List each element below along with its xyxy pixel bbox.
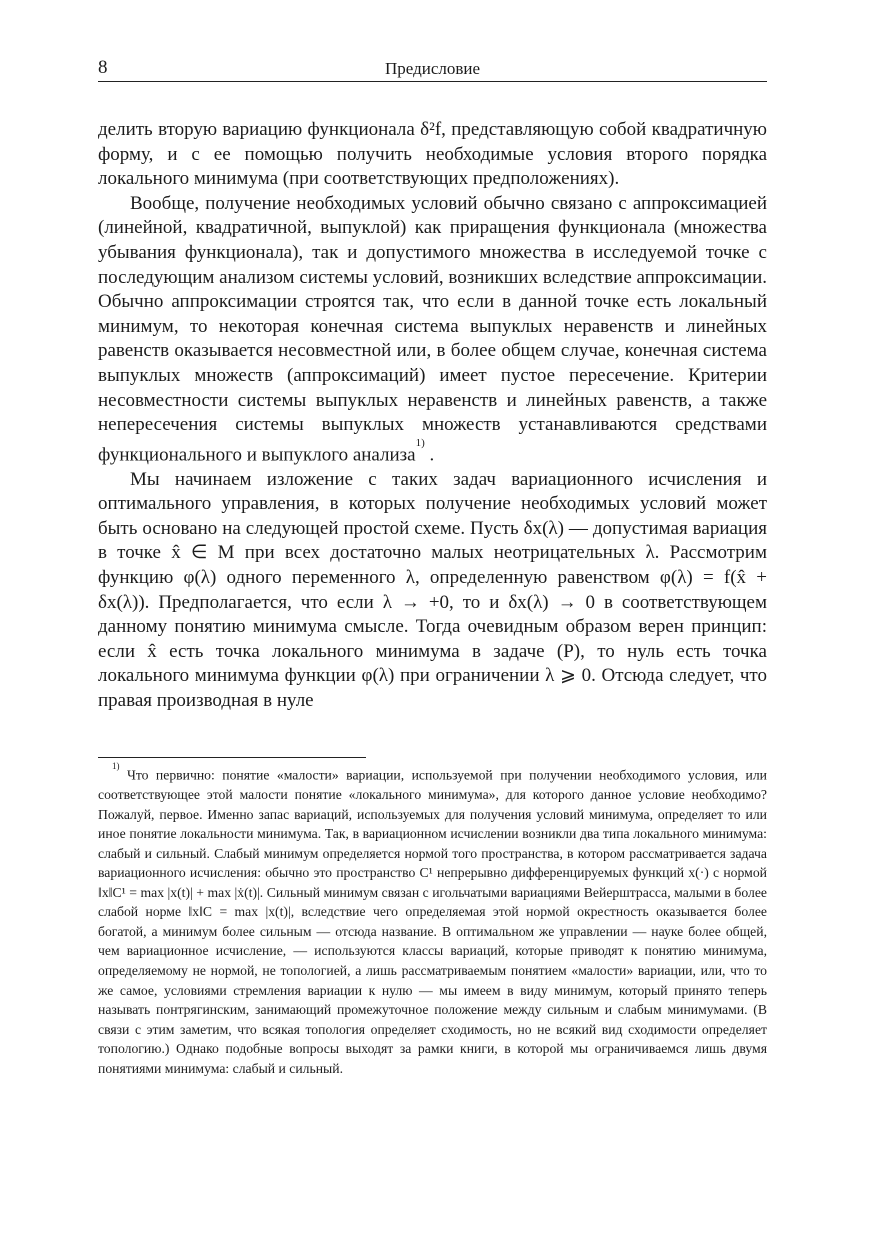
- page-number: 8: [98, 57, 108, 78]
- footnote: [98, 762, 767, 1078]
- paragraph-2: [98, 192, 767, 468]
- book-page: [98, 0, 767, 1240]
- paragraph-2-text: Вообще, получение необходимых условий обычно связано с аппроксимацией (линейной, квадратичной, выпуклой) как приращения функционала (множества убывания функционала), так и допустимого множества в исследуемой точке с последующим анализом системы условий, возникших вследствие аппроксимации. Обычно аппроксимации строятся так, что если в данной точке есть локальный минимум, то некоторая конечная система выпуклых неравенств и линейных равенств оказывается несовместной или, в более общем случае, конечная система выпуклых множеств (аппроксимаций) имеет пустое пересечение. Критерии несовместности системы выпуклых неравенств и линейных равенств, а также непересечения системы выпуклых множеств устанавливаются средствами функционального и выпуклого анализа: [98, 192, 767, 466]
- footnote-mark: 1): [112, 761, 120, 771]
- footnote-reference[interactable]: 1): [415, 436, 425, 449]
- page-header: [98, 57, 767, 82]
- paragraph-1: делить вторую вариацию функционала δ²f, представляющую собой квадратичную форму, и с ее помощью получить необходимые условия второго порядка локального минимума (при соответствующих предположениях).: [98, 119, 767, 190]
- paragraph-3: Мы начинаем изложение с таких задач вариационного исчисления и оптимального управления, в которых получение необходимых условий может быть основано на следующей простой схеме. Пусть δx(λ) — допустимая вариация в точке x̂ ∈ M при всех достаточно малых неотрицательных λ. Рассмотрим функцию φ(λ) одного переменного λ, определенную равенством φ(λ) = f(x̂ + δx(λ)). Предполагается, что если λ → +0, то и δx(λ) → 0 в соответствующем данному понятию минимума смысле. Тогда очевидным образом верен принцип: если x̂ есть точка локального минимума в задаче (P), то нуль есть точка локального минимума функции φ(λ) при ограничении λ ⩾ 0. Отсюда следует, что правая производная в нуле: [98, 468, 767, 711]
- running-title: Предисловие: [384, 59, 481, 78]
- main-text: [98, 118, 767, 714]
- footnote-text: Что первично: понятие «малости» вариации, используемой при получении необходимого условия, или соответствующее этой малости понятие «локального минимума», для которого данное условие необходимо? Пожалуй, первое. Именно запас вариаций, используемых для получения условий минимума, определяет то или иное понятие локальности минимума. Так, в вариационном исчислении возникли два типа локального минимума: слабый и сильный. Слабый минимум определяется нормой того пространства, в котором рассматривается задача вариационного исчисления: обычно это пространство C¹ непрерывно дифференцируемых функций x(·) с нормой ‖x‖C¹ = max |x(t)| + max |ẋ(t)|. Сильный минимум связан с игольчатыми вариациями Вейерштрасса, малыми в более слабой норме ‖x‖C = max |x(t)|, вследствие чего определяемая этой нормой окрестность оказывается более богатой, а минимум более сильным — отсюда название. В оптимальном же управлении — науке более общей, чем вариационное исчисление, — используются классы вариаций, которые приводят к понятию минимума, определяемому не нормой, не топологией, а лишь рассматриваемым понятием «малости» вариации, или, что то же самое, условиями стремления вариации к нулю — мы имеем в виду минимум, который принято теперь называть понтрягинским, занимающий промежуточное положение между сильным и слабым минимумами. (В связи с этим заметим, что всякая топология определяет сходимость, но не всякий вид сходимости определяет топологию.) Однако подобные вопросы выходят за рамки книги, в которой мы ограничиваемся лишь двумя понятиями минимума: слабый и сильный.: [98, 767, 768, 1076]
- footnote-separator: [98, 757, 366, 758]
- paragraph-2-end: .: [424, 444, 435, 466]
